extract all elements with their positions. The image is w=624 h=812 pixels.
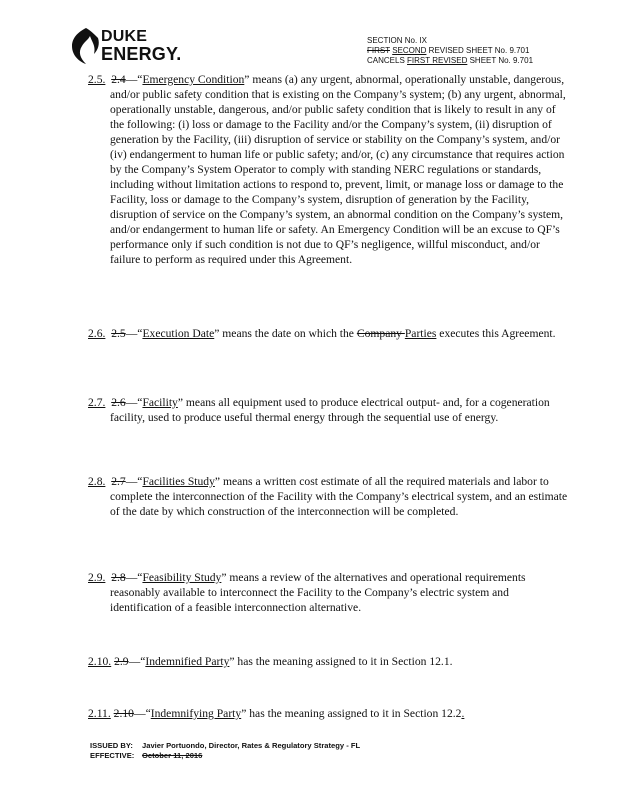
definition-paragraph: 2.6. 2.5—“Execution Date” means the date on which the Company Parties executes this Agreement. [88, 327, 556, 340]
definition-text: ” means a written cost estimate of all the required materials and labor to complete the interconnection of the Facility with the Company’s electrical system, and an estimate of the date by which construction of the interconnection will be completed. [110, 475, 568, 518]
cancels-sheet-line [367, 56, 533, 66]
definition-text: executes this Agreement. [436, 327, 556, 340]
duke-energy-logo [68, 26, 188, 74]
inserted-text: . [461, 707, 465, 720]
logo-text-duke: DUKE [101, 28, 148, 45]
old-section-number: 2.5 [111, 327, 126, 340]
sheet-footer [90, 741, 360, 761]
cancels-sheet-text: SHEET No. 9.701 [469, 56, 534, 65]
old-section-number: 2.4 [111, 73, 126, 86]
definition-text: ” means the date on which the [214, 327, 357, 340]
definition-paragraph: 2.7. 2.6—“Facility” means all equipment used to produce electrical output- and, for a cogeneration facility, used to produce useful thermal energy through the sequential use of energy. [88, 396, 550, 424]
revised-sheet-line [367, 46, 533, 56]
section-number: 2.5. [88, 73, 106, 86]
defined-term: Execution Date [142, 327, 215, 340]
sheet-header [367, 36, 533, 66]
definition-paragraph: 2.9. 2.8—“Feasibility Study” means a review of the alternatives and operational requirements reasonably available to interconnect the Facility to the Company’s electric system and identification of a feasible interconnection alternative. [88, 571, 526, 614]
defined-term: Emergency Condition [142, 73, 245, 86]
deleted-text: Company [356, 327, 405, 340]
old-section-number: 2.9 [114, 655, 129, 668]
defined-term: Facilities Study [142, 475, 215, 488]
section-number: SECTION No. IX [367, 36, 428, 45]
section-number: 2.6. [88, 327, 106, 340]
inserted-text: Parties [404, 327, 437, 340]
definition-paragraph: 2.11. 2.10—“Indemnifying Party” has the meaning assigned to it in Section 12.2. [88, 707, 465, 720]
issued-by-label: ISSUED BY: [90, 741, 133, 750]
section-number: 2.10. [88, 655, 112, 668]
inserted-text: FIRST REVISED [407, 56, 468, 65]
deleted-text: FIRST [367, 46, 390, 55]
definition-paragraph: 2.5. 2.4—“Emergency Condition” means (a) any urgent, abnormal, operationally unstable, dangerous, and/or public safety condition that is existing on the Company’s system; (b) any urgent, abnormal, operationally unstable, dangerous, and/or public safety condition that is likely to result in any of the following: (i) loss or damage to the Facility and/or the Company’s system, (ii) disruption of generation by the Facility, (iii) disruption of service or stability on the Company’s system, and/or (iv) endangerment to human life or public safety; and/or, (c) any circumstance that requires action by the Company’s System Operator to comply with standing NERC regulations or standards, including without limitation actions to respond to, prevent, limit, or manage loss or damage to the Facility, loss or damage to the Company’s system, disruption of generation by the Facility, disruption of service on the Company’s system, an abnormal condition on the Company’s system, and/or endangerment to human life or safety. An Emergency Condition will be an excuse to QF’s performance only if such condition is not due to QF’s negligence, willful misconduct, and/or failure to perform as required under this Agreement. [88, 73, 566, 266]
definition-text: ” means a review of the alternatives and operational requirements reasonably available to interconnect the Facility to the Company’s electric system and identification of a feasible interconnection alternative. [110, 571, 526, 614]
defined-term: Indemnifying Party [150, 707, 242, 720]
definition-text: ” has the meaning assigned to it in Section 12.2 [241, 707, 462, 720]
duke-energy-flame-icon [68, 26, 104, 66]
old-section-number: 2.6 [111, 396, 126, 409]
defined-term: Facility [142, 396, 178, 409]
old-section-number: 2.8 [111, 571, 126, 584]
effective-date: October 11, 2016 [142, 751, 203, 760]
section-number: 2.8. [88, 475, 106, 488]
section-number: 2.11. [88, 707, 111, 720]
definition-text: ” means all equipment used to produce electrical output- and, for a cogeneration facility, used to produce useful thermal energy through the sequential use of energy. [110, 396, 550, 424]
definition-paragraph: 2.10. 2.9—“Indemnified Party” has the meaning assigned to it in Section 12.1. [88, 655, 453, 668]
defined-term: Indemnified Party [145, 655, 230, 668]
section-number: 2.7. [88, 396, 106, 409]
cancels-label: CANCELS [367, 56, 405, 65]
definition-paragraph: 2.8. 2.7—“Facilities Study” means a written cost estimate of all the required materials and labor to complete the interconnection of the Facility with the Company’s electrical system, and an estimate of the date by which construction of the interconnection will be completed. [88, 475, 568, 518]
section-number: 2.9. [88, 571, 106, 584]
logo-text-energy: ENERGY. [101, 44, 182, 64]
old-section-number: 2.7 [111, 475, 126, 488]
revised-sheet-text: REVISED SHEET No. 9.701 [428, 46, 530, 55]
definition-text: ” means (a) any urgent, abnormal, operationally unstable, dangerous, and/or public safety condition that is existing on the Company’s system; (b) any urgent, abnormal, operationally unstable, dangerous, and/or public safety condition that is likely to result in any of the following: (i) loss or damage to the Facility and/or the Company’s system, (ii) disruption of generation by the Facility, (iii) disruption of service or stability on the Company’s system, and/or (iv) endangerment to human life or public safety; and/or, (c) any circumstance that requires action by the Company’s System Operator to comply with standing NERC regulations or standards, including without limitation actions to respond to, prevent, limit, or manage loss or damage to the Facility, loss or damage to the Company’s system, disruption of generation by the Facility, disruption of service on the Company’s system, an abnormal condition on the Company’s system, and/or endangerment to human life or safety. An Emergency Condition will be an excuse to QF’s performance only if such condition is not due to QF’s negligence, willful misconduct, and/or failure to perform as required under this Agreement. [110, 73, 566, 266]
issued-by-line [90, 741, 360, 751]
effective-line [90, 751, 360, 761]
definition-text: ” has the meaning assigned to it in Section 12.1. [229, 655, 453, 668]
effective-label: EFFECTIVE: [90, 751, 135, 760]
defined-term: Feasibility Study [142, 571, 222, 584]
inserted-text: SECOND [392, 46, 427, 55]
issued-by-value: Javier Portuondo, Director, Rates & Regulatory Strategy - FL [142, 741, 361, 750]
old-section-number: 2.10 [113, 707, 134, 720]
